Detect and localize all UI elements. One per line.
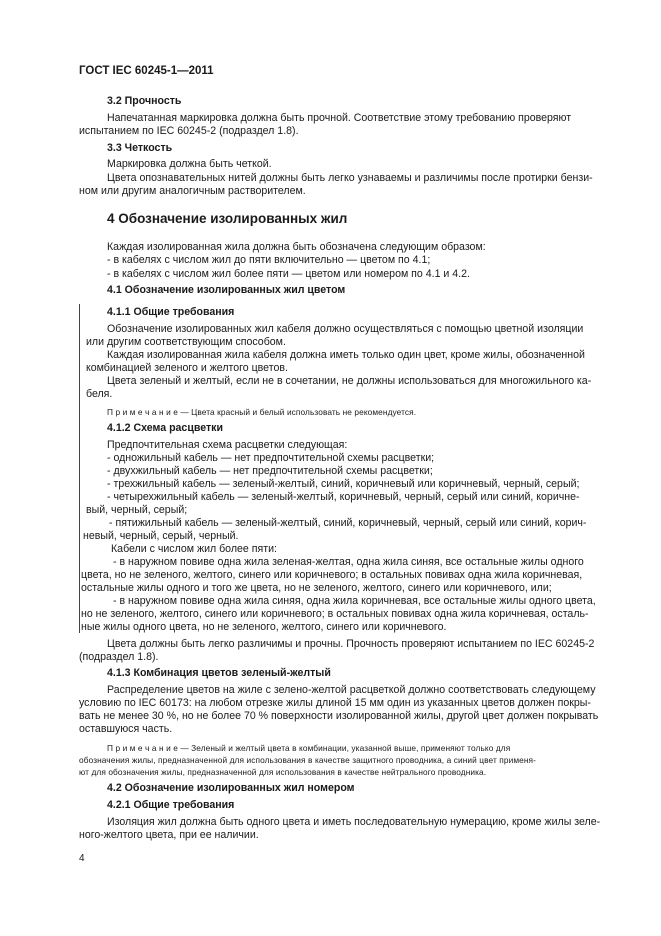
text-line-p10: или другим соответствующим способом. — [86, 336, 286, 348]
text-line-n2: П р и м е ч а н и е — Зеленый и желтый цвета в комбинации, указанной выше, применяют только для — [107, 743, 511, 753]
text-line-p33: условию по IEC 60173: на любом отрезке жилы длиной 15 мм один из указанных цветов должен покры- — [79, 697, 591, 709]
text-line-p8: - в кабелях с числом жил более пяти — цветом или номером по 4.1 и 4.2. — [107, 268, 470, 280]
text-line-p15: Предпочтительная схема расцветки следующая: — [107, 439, 348, 451]
text-line-p23: Кабели с числом жил более пяти: — [111, 543, 277, 555]
text-line-p21: - пятижильный кабель — зеленый-желтый, синий, коричневый, черный, серый или синий, корич- — [109, 517, 587, 529]
text-line-p7: - в кабелях с числом жил до пяти включительно — цветом по 4.1; — [107, 254, 431, 266]
text-line-p13: Цвета зеленый и желтый, если не в сочетании, не должны использоваться для многожильного ка- — [107, 375, 592, 387]
text-line-p18: - трехжильный кабель — зеленый-желтый, синий, коричневый или коричневый, черный, серый; — [107, 478, 580, 490]
text-line-p22: невый, черный, серый, черный. — [83, 530, 239, 542]
text-line-p5: ном или другим аналогичным растворителем. — [79, 185, 306, 197]
text-line-h-4-1-2: 4.1.2 Схема расцветки — [107, 422, 223, 434]
text-line-h-3-2: 3.2 Прочность — [107, 95, 182, 107]
text-line-h-4-1-1: 4.1.1 Общие требования — [107, 306, 235, 318]
text-line-p35: оставшуюся часть. — [79, 723, 173, 735]
text-line-p26: остальные жилы одного и того же цвета, но не зеленого, желтого, синего или коричневого, или; — [81, 582, 552, 594]
text-line-p1: Напечатанная маркировка должна быть прочной. Соответствие этому требованию проверяют — [107, 112, 572, 124]
page-number: 4 — [79, 853, 85, 864]
text-line-p4: Цвета опознавательных нитей должны быть легко узнаваемы и различимы после протирки бензи- — [107, 172, 593, 184]
text-line-p3: Маркировка должна быть четкой. — [107, 158, 272, 170]
text-line-n1: П р и м е ч а н и е — Цвета красный и белый использовать не рекомендуется. — [107, 407, 417, 417]
text-line-n4: ют для обозначения жилы, предназначенной для использования в качестве нейтрального проводника. — [79, 767, 487, 777]
document-header: ГОСТ IEC 60245-1—2011 — [79, 65, 214, 77]
text-line-p19: - четырехжильный кабель — зеленый-желтый, коричневый, черный, серый или синий, коричне- — [107, 491, 580, 503]
text-line-h-4-2: 4.2 Обозначение изолированных жил номером — [107, 782, 355, 794]
text-line-p31: (подраздел 1.8). — [79, 651, 159, 663]
text-line-h-4: 4 Обозначение изолированных жил — [107, 211, 348, 226]
text-line-p11: Каждая изолированная жила кабеля должна иметь только один цвет, кроме жилы, обозначенной — [107, 349, 585, 361]
text-line-p17: - двухжильный кабель — нет предпочтительной схемы расцветки; — [107, 465, 433, 477]
change-bar — [79, 304, 80, 633]
text-line-p16: - одножильный кабель — нет предпочтительной схемы расцветки; — [107, 452, 435, 464]
text-line-p29: ные жилы одного цвета, но не зеленого, желтого, синего или коричневого. — [81, 621, 447, 633]
text-line-p36: Изоляция жил должна быть одного цвета и иметь последовательную нумерацию, кроме жилы зеле- — [107, 816, 601, 828]
text-line-h-4-2-1: 4.2.1 Общие требования — [107, 799, 235, 811]
text-line-p2: испытанием по IEC 60245-2 (подраздел 1.8). — [79, 125, 299, 137]
text-line-p20: вый, черный, серый; — [86, 504, 188, 516]
text-line-h-3-3: 3.3 Четкость — [107, 142, 173, 154]
text-line-p30: Цвета должны быть легко различимы и прочны. Прочность проверяют испытанием по IEC 60245-2 — [107, 638, 595, 650]
text-line-p12: комбинацией зеленого и желтого цветов. — [86, 362, 288, 374]
text-line-p27: - в наружном повиве одна жила синяя, одна жила коричневая, все остальные жилы одного цвета, — [113, 595, 596, 607]
text-line-p6: Каждая изолированная жила должна быть обозначена следующим образом: — [107, 241, 486, 253]
text-line-p14: беля. — [86, 388, 113, 400]
text-line-p24: - в наружном повиве одна жила зеленая-желтая, одна жила синяя, все остальные жилы одного — [113, 556, 584, 568]
text-line-h-4-1-3: 4.1.3 Комбинация цветов зеленый-желтый — [107, 667, 331, 679]
text-line-p28: но не зеленого, желтого, синего или коричневого; в остальных повивах одна жила коричневая, осталь- — [81, 608, 589, 620]
text-line-p25: цвета, но не зеленого, желтого, синего или коричневого; в остальных повивах одна жила коричневая, — [81, 569, 583, 581]
text-line-n3: обозначения жилы, предназначенной для использования в качестве защитного проводника, а синий цвет применя- — [79, 755, 536, 765]
text-line-p37: ного-желтого цвета, при ее наличии. — [79, 829, 259, 841]
text-line-h-4-1: 4.1 Обозначение изолированных жил цветом — [107, 284, 346, 296]
text-line-p32: Распределение цветов на жиле с зелено-желтой расцветкой должно соответствовать следующему — [107, 684, 596, 696]
text-line-p9: Обозначение изолированных жил кабеля должно осуществляться с помощью цветной изоляции — [107, 323, 584, 335]
text-line-p34: вать не менее 30 %, но не более 70 % поверхности изолированной жилы, другой цвет должен покрывать — [79, 710, 599, 722]
